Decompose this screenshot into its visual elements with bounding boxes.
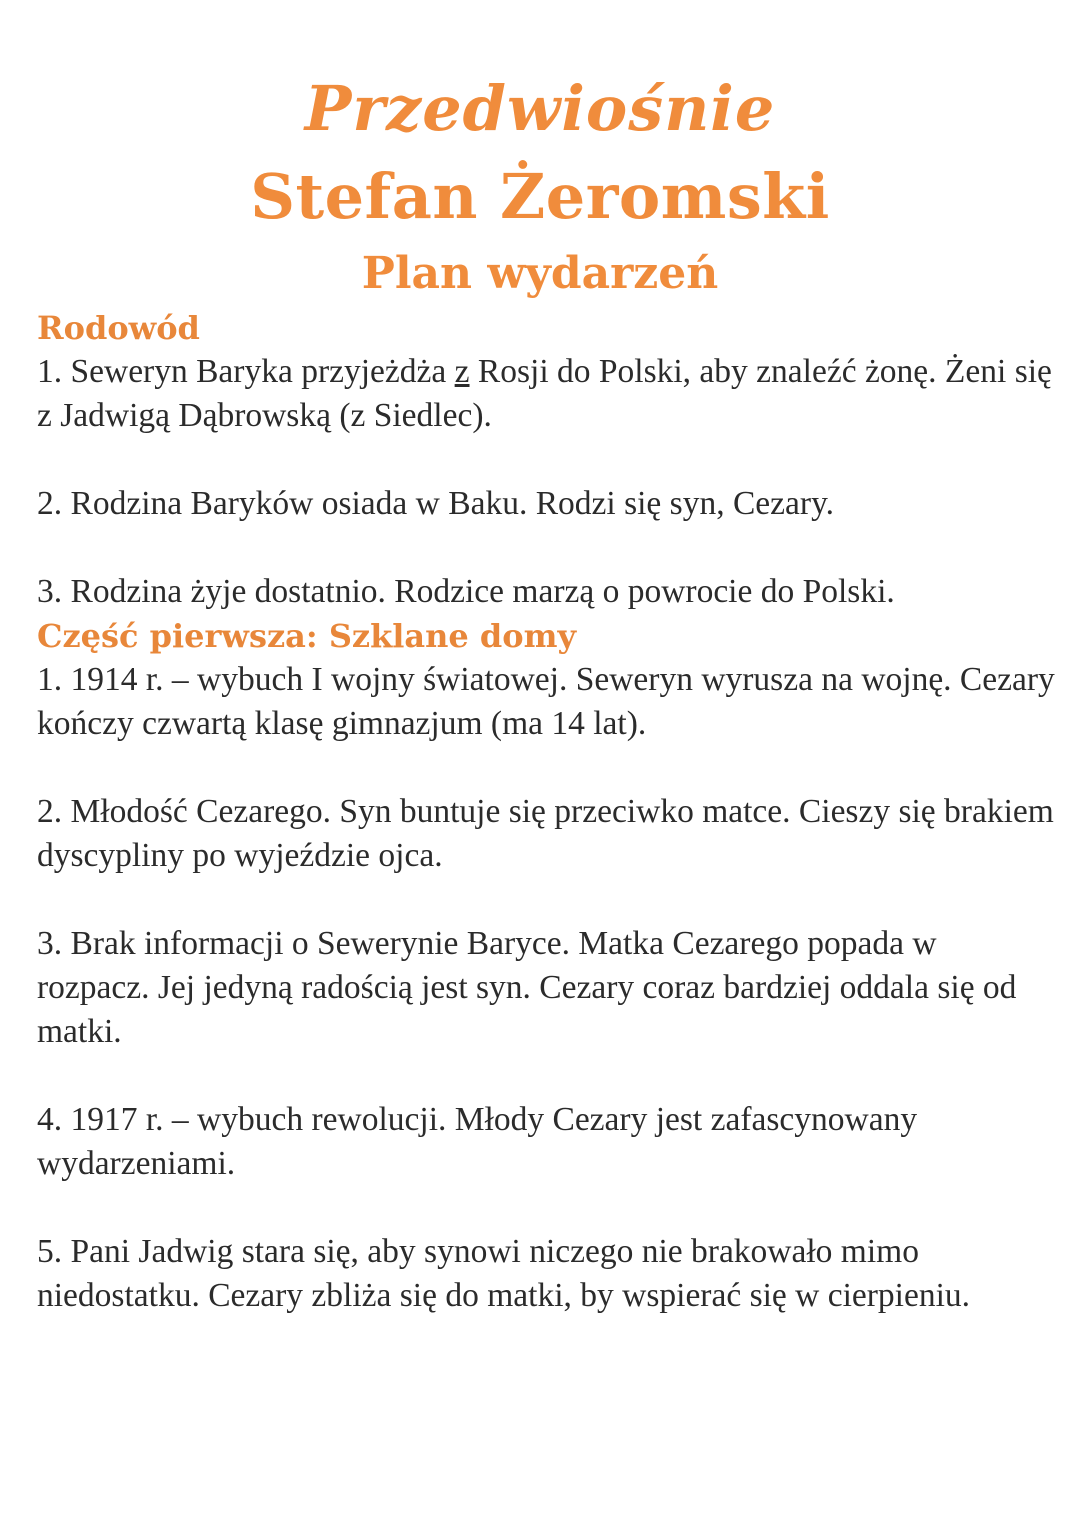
book-title: Przedwiośnie [304,72,776,145]
content [37,306,1057,1318]
document-subtitle: Plan wydarzeń [361,248,719,299]
event-item: 5. Pani Jadwig stara się, aby synowi niczego nie brakowało mimo niedostatku. Cezary zbliża się do matki, by wspierać się w cierpieniu. [37,1233,971,1314]
event-text: Rosji do Polski, aby znaleźć żonę. Żeni się z Jadwigą Dąbrowską (z Siedlec). [37,353,1052,434]
section-heading: Rodowód [37,309,200,347]
event-item: 2. Młodość Cezarego. Syn buntuje się przeciwko matce. Cieszy się brakiem dyscypliny po wyjeździe ojca. [37,793,1054,874]
event-text: 1. Seweryn Baryka przyjeżdża [37,353,455,390]
section-szklane-domy [37,614,1057,1318]
author-name: Stefan Żeromski [250,160,830,233]
event-item [37,350,1057,438]
event-item: 4. 1917 r. – wybuch rewolucji. Młody Cezary jest zafascynowany wydarzeniami. [37,1101,918,1182]
event-item: 3. Brak informacji o Sewerynie Baryce. Matka Cezarego popada w rozpacz. Jej jedyną radością jest syn. Cezary coraz bardziej oddala się od matki. [37,925,1017,1050]
underlined-word: z [454,353,470,390]
event-item: 1. 1914 r. – wybuch I wojny światowej. Seweryn wyrusza na wojnę. Cezary kończy czwartą klasę gimnazjum (ma 14 lat). [37,661,1055,742]
section-heading: Część pierwsza: Szklane domy [37,617,577,655]
event-item: 2. Rodzina Baryków osiada w Baku. Rodzi się syn, Cezary. [37,485,835,522]
event-item: 3. Rodzina żyje dostatnio. Rodzice marzą o powrocie do Polski. [37,573,895,610]
section-rodowod [37,306,1057,614]
